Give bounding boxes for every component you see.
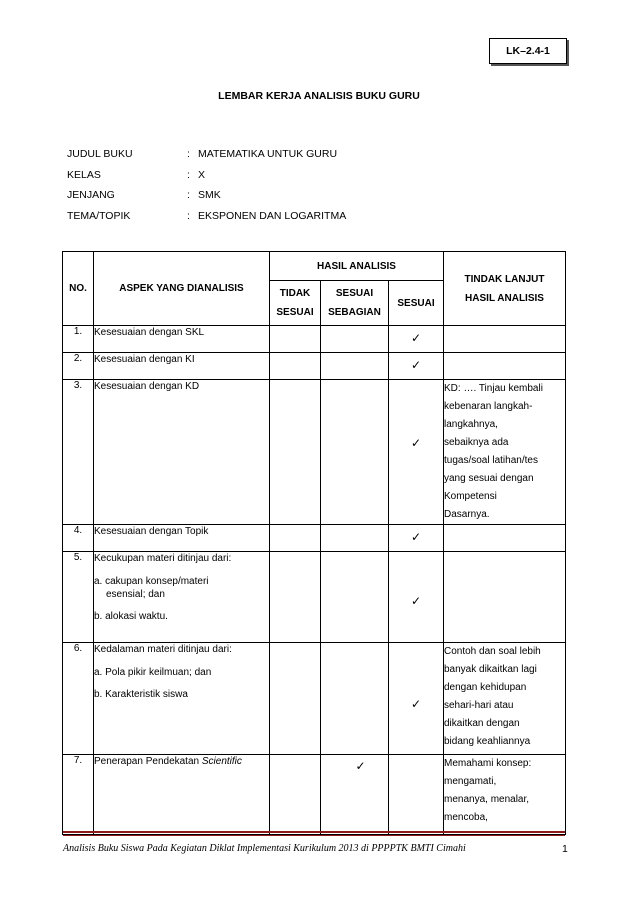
aspek-main: Kecukupan materi ditinjau dari: bbox=[94, 553, 232, 564]
info-value: X bbox=[198, 168, 206, 181]
check-icon: ✓ bbox=[410, 530, 422, 544]
cell-tindak-lanjut bbox=[444, 643, 566, 755]
aspek-sub-a bbox=[94, 575, 269, 601]
header-line: TIDAK bbox=[279, 288, 311, 299]
table-row bbox=[63, 525, 566, 552]
cell-sesuai bbox=[389, 353, 444, 380]
cell-tindak-lanjut bbox=[444, 353, 566, 380]
footer-text: Analisis Buku Siswa Pada Kegiatan Diklat Implementasi Kurikulum 2013 di PPPPTK BMTI Cimahi bbox=[63, 843, 466, 854]
footer-divider bbox=[63, 831, 565, 833]
cell-sesuai-sebagian bbox=[321, 380, 389, 525]
cell-sesuai-sebagian bbox=[321, 326, 389, 353]
cell-tidak-sesuai bbox=[270, 353, 321, 380]
info-value: EKSPONEN DAN LOGARITMA bbox=[198, 209, 347, 222]
page-number: 1 bbox=[562, 843, 568, 855]
tindak-line: sehari-hari atau bbox=[444, 700, 514, 711]
cell-tidak-sesuai bbox=[270, 380, 321, 525]
aspek-prefix: Penerapan Pendekatan bbox=[94, 756, 202, 767]
cell-tindak-lanjut bbox=[444, 326, 566, 353]
tindak-line: KD: …. Tinjau kembali bbox=[444, 383, 543, 394]
page-title: LEMBAR KERJA ANALISIS BUKU GURU bbox=[218, 90, 420, 102]
cell-tindak-lanjut bbox=[444, 552, 566, 643]
cell-tindak-lanjut bbox=[444, 380, 566, 525]
tindak-line: banyak dikaitkan lagi bbox=[444, 664, 537, 675]
header-tindak-line: TINDAK LANJUT bbox=[464, 273, 545, 285]
row-number: 5. bbox=[63, 552, 94, 643]
row-number: 1. bbox=[63, 326, 94, 353]
cell-sesuai bbox=[389, 525, 444, 552]
row-aspek: Kesesuaian dengan KI bbox=[94, 353, 270, 380]
footer-divider-thin bbox=[63, 835, 565, 836]
tindak-line: mengamati, bbox=[444, 776, 497, 787]
cell-sesuai bbox=[389, 380, 444, 525]
cell-tidak-sesuai bbox=[270, 755, 321, 835]
cell-sesuai-sebagian bbox=[321, 552, 389, 643]
cell-tidak-sesuai bbox=[270, 525, 321, 552]
check-icon: ✓ bbox=[410, 697, 422, 711]
cell-tindak-lanjut bbox=[444, 755, 566, 835]
tindak-line: dengan kehidupan bbox=[444, 682, 527, 693]
tindak-line: sebaiknya ada bbox=[444, 437, 509, 448]
row-aspek bbox=[94, 755, 270, 835]
tindak-line: Dasarnya. bbox=[444, 509, 490, 520]
tindak-line: Memahami konsep: bbox=[444, 758, 532, 769]
table-row bbox=[63, 643, 566, 755]
cell-sesuai-sebagian bbox=[321, 525, 389, 552]
table-row bbox=[63, 755, 566, 835]
info-value: SMK bbox=[198, 189, 221, 201]
cell-sesuai bbox=[389, 755, 444, 835]
check-icon: ✓ bbox=[355, 759, 366, 773]
aspek-main: Kedalaman materi ditinjau dari: bbox=[94, 644, 232, 655]
tindak-line: tugas/soal latihan/tes bbox=[444, 455, 538, 466]
table-row bbox=[63, 552, 566, 643]
header-tindak-lanjut bbox=[444, 252, 566, 326]
cell-tidak-sesuai bbox=[270, 552, 321, 643]
row-aspek: Kesesuaian dengan Topik bbox=[94, 525, 270, 552]
tindak-line: Kompetensi bbox=[444, 491, 497, 502]
header-line: SESUAI bbox=[335, 288, 374, 299]
table-row bbox=[63, 380, 566, 525]
info-value: MATEMATIKA UNTUK GURU bbox=[198, 148, 338, 160]
info-label: TEMA/TOPIK bbox=[67, 209, 131, 222]
row-number: 2. bbox=[63, 353, 94, 380]
info-colon: : bbox=[187, 209, 190, 222]
check-icon: ✓ bbox=[410, 358, 422, 372]
header-sesuai-sebagian bbox=[321, 281, 389, 326]
cell-sesuai bbox=[389, 643, 444, 755]
info-label: KELAS bbox=[67, 168, 101, 181]
row-number: 3. bbox=[63, 380, 94, 525]
cell-tindak-lanjut bbox=[444, 525, 566, 552]
info-label: JUDUL BUKU bbox=[67, 148, 133, 160]
row-number: 7. bbox=[63, 755, 94, 835]
aspek-sub-line: esensial; dan bbox=[106, 589, 165, 600]
check-icon: ✓ bbox=[410, 594, 422, 608]
tindak-line: mencoba, bbox=[444, 812, 488, 823]
row-aspek: Kesesuaian dengan SKL bbox=[94, 326, 270, 353]
cell-sesuai bbox=[389, 326, 444, 353]
header-line: SESUAI bbox=[276, 307, 314, 318]
row-aspek bbox=[94, 552, 270, 643]
header-sesuai: SESUAI bbox=[389, 281, 444, 326]
cell-sesuai-sebagian bbox=[321, 643, 389, 755]
row-number: 4. bbox=[63, 525, 94, 552]
cell-sesuai-sebagian bbox=[321, 755, 389, 835]
header-tindak-line: HASIL ANALISIS bbox=[465, 292, 544, 304]
aspek-sub-a: a. Pola pikir keilmuan; dan bbox=[94, 667, 212, 678]
header-tidak-sesuai bbox=[270, 281, 321, 326]
analysis-table bbox=[62, 251, 566, 835]
row-aspek bbox=[94, 643, 270, 755]
info-colon: : bbox=[187, 189, 190, 201]
header-aspek: ASPEK YANG DIANALISIS bbox=[94, 252, 270, 326]
tindak-line: yang sesuai dengan bbox=[444, 473, 534, 484]
aspek-italic: Scientific bbox=[201, 756, 242, 767]
document-code: LK–2.4-1 bbox=[506, 45, 550, 57]
header-hasil: HASIL ANALISIS bbox=[270, 252, 444, 281]
tindak-line: langkahnya, bbox=[444, 419, 498, 430]
info-colon: : bbox=[187, 168, 190, 181]
header-line: SEBAGIAN bbox=[328, 307, 381, 318]
cell-tidak-sesuai bbox=[270, 643, 321, 755]
info-label: JENJANG bbox=[67, 189, 115, 201]
table-row bbox=[63, 326, 566, 353]
tindak-line: bidang keahliannya bbox=[444, 736, 531, 747]
info-colon: : bbox=[187, 148, 190, 160]
cell-sesuai bbox=[389, 552, 444, 643]
check-icon: ✓ bbox=[410, 436, 422, 450]
tindak-line: dikaitkan dengan bbox=[444, 718, 520, 729]
aspek-sub-line: a. cakupan konsep/materi bbox=[94, 576, 209, 587]
row-number: 6. bbox=[63, 643, 94, 755]
aspek-sub-b: b. alokasi waktu. bbox=[94, 611, 168, 622]
aspek-sub-b: b. Karakteristik siswa bbox=[94, 689, 188, 700]
cell-tidak-sesuai bbox=[270, 326, 321, 353]
check-icon: ✓ bbox=[410, 331, 422, 345]
row-aspek: Kesesuaian dengan KD bbox=[94, 380, 270, 525]
document-code-box bbox=[489, 38, 567, 64]
table-row bbox=[63, 353, 566, 380]
tindak-line: Contoh dan soal lebih bbox=[444, 646, 541, 657]
tindak-line: menanya, menalar, bbox=[444, 794, 530, 805]
tindak-line: kebenaran langkah- bbox=[444, 401, 533, 412]
header-no: NO. bbox=[63, 252, 94, 326]
cell-sesuai-sebagian bbox=[321, 353, 389, 380]
